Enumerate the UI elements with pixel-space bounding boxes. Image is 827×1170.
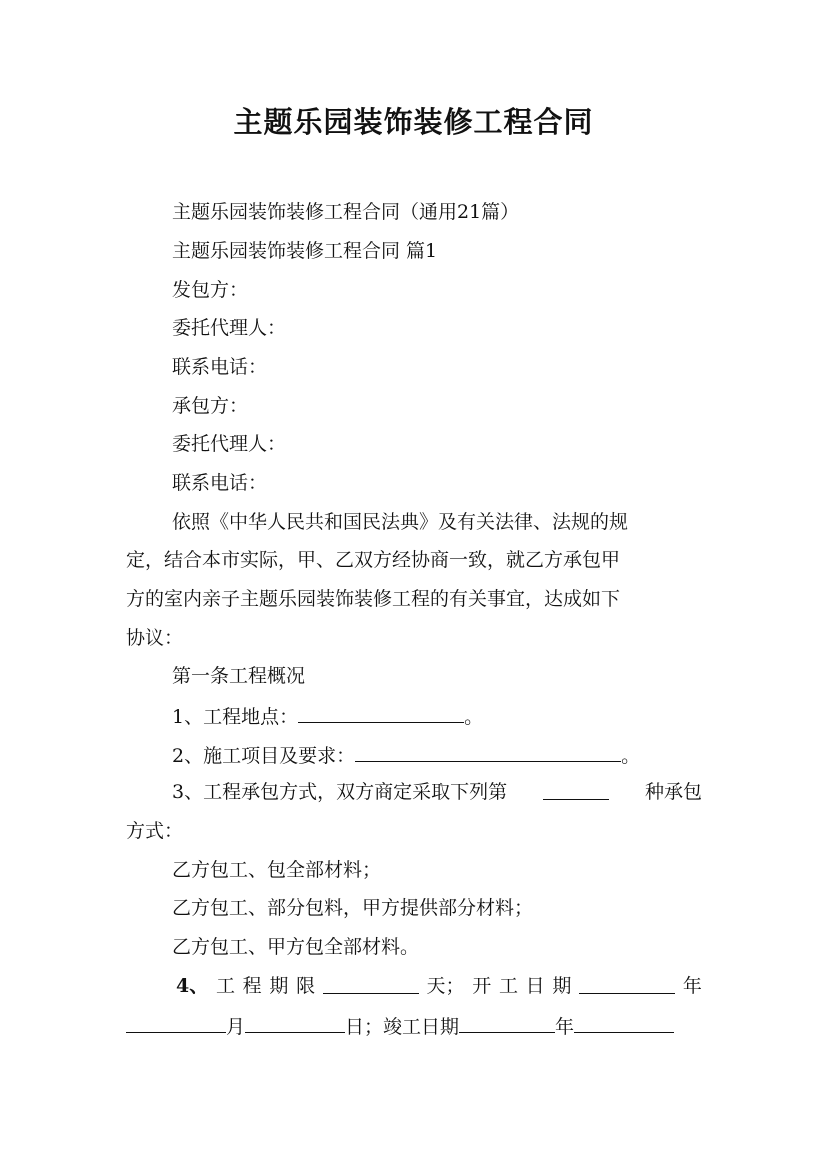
start-day-blank bbox=[245, 1013, 345, 1033]
item-3-line-2: 方式： bbox=[126, 820, 184, 842]
option-1: 乙方包工、包全部材料； bbox=[172, 859, 382, 881]
document-subtitle: 主题乐园装饰装修工程合同（通用21篇） bbox=[172, 201, 520, 223]
item-4-line-1 bbox=[126, 974, 702, 998]
item-3-part-1: 3、工程承包方式，双方商定采取下列第 bbox=[172, 781, 508, 803]
item-1-label: 1、工程地点： bbox=[172, 706, 299, 728]
option-2: 乙方包工、部分包料，甲方提供部分材料； bbox=[172, 897, 534, 919]
year-label: 年 bbox=[682, 975, 702, 997]
item-4-word-3: 期 bbox=[269, 975, 289, 997]
article-1-heading: 第一条工程概况 bbox=[172, 665, 306, 687]
month-label: 月 bbox=[226, 1016, 246, 1038]
item-4-word-1: 工 bbox=[215, 975, 235, 997]
contractor-agent-field: 委托代理人： bbox=[172, 433, 287, 455]
item-4-word-4: 限 bbox=[296, 975, 316, 997]
employer-agent-field: 委托代理人： bbox=[172, 317, 287, 339]
item-1 bbox=[126, 703, 702, 729]
item-4-num: 4、 bbox=[176, 975, 209, 997]
option-3: 乙方包工、甲方包全部材料。 bbox=[172, 936, 420, 958]
item-4-word-2: 程 bbox=[242, 975, 262, 997]
end-year-label: 年 bbox=[555, 1016, 575, 1038]
employer-field: 发包方： bbox=[172, 279, 249, 301]
start-year-blank bbox=[579, 974, 675, 994]
intro-line-1: 依照《中华人民共和国民法典》及有关法律、法规的规 bbox=[172, 511, 629, 533]
start-word-2: 工 bbox=[498, 975, 518, 997]
employer-phone-field: 联系电话： bbox=[172, 356, 268, 378]
start-word-4: 期 bbox=[552, 975, 572, 997]
end-year-blank bbox=[459, 1013, 555, 1033]
section-title: 主题乐园装饰装修工程合同 篇1 bbox=[172, 240, 438, 262]
end-date-label: 竣工日期 bbox=[383, 1016, 460, 1038]
duration-blank bbox=[323, 974, 419, 994]
end-month-blank bbox=[574, 1013, 674, 1033]
location-blank bbox=[298, 703, 464, 723]
document-title: 主题乐园装饰装修工程合同 bbox=[233, 105, 594, 139]
day-label: 天； bbox=[426, 975, 465, 997]
method-blank bbox=[543, 780, 609, 800]
intro-line-3: 方的室内亲子主题乐园装饰装修工程的有关事宜，达成如下 bbox=[126, 588, 621, 610]
item-4-line-2 bbox=[126, 1013, 702, 1039]
intro-line-4: 协议： bbox=[126, 627, 184, 649]
item-1-period: 。 bbox=[464, 706, 484, 728]
start-word-1: 开 bbox=[472, 975, 492, 997]
item-2-label: 2、施工项目及要求： bbox=[172, 745, 356, 767]
item-3 bbox=[126, 780, 702, 804]
requirements-blank bbox=[355, 742, 621, 762]
item-2 bbox=[126, 742, 702, 768]
intro-line-2: 定，结合本市实际，甲、乙双方经协商一致，就乙方承包甲 bbox=[126, 549, 621, 571]
item-2-period: 。 bbox=[621, 745, 641, 767]
start-month-blank bbox=[126, 1013, 226, 1033]
contractor-field: 承包方： bbox=[172, 395, 249, 417]
contractor-phone-field: 联系电话： bbox=[172, 472, 268, 494]
start-word-3: 日 bbox=[525, 975, 545, 997]
item-3-part-2: 种承包 bbox=[644, 781, 702, 803]
day2-label: 日； bbox=[345, 1016, 384, 1038]
